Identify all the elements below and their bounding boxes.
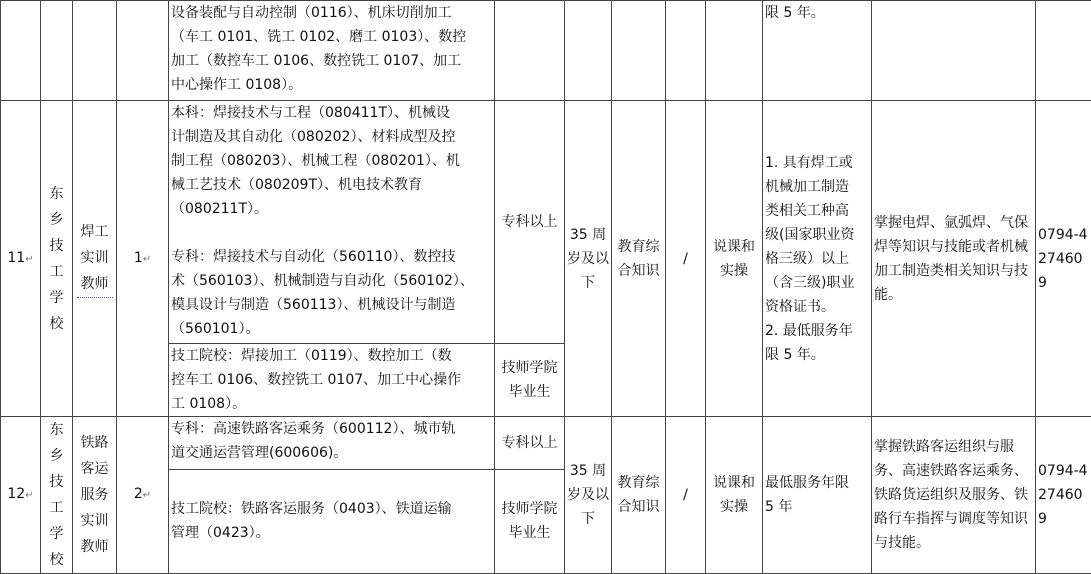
school-cell [41,417,73,574]
major-line: 术（560103）、机械制造与自动化（560102）、 [171,273,474,289]
major-line [171,221,492,245]
skills-cell [872,417,1036,574]
major-line: 械工艺技术（080209T）、机电技术教育 [171,177,422,193]
age-value: 35 周岁及以下 [567,463,609,527]
major-line: 设备装配与自动控制（0116）、机床切削加工 [171,5,452,21]
requirements-cell [763,101,872,417]
requirement-line: 1. 具有焊工或 [765,154,853,171]
education-cell [495,101,565,344]
major-line: 管理（0423）。 [171,525,270,542]
major-line: 模具设计与制造（560113）、机械设计与制造 [171,297,456,313]
requirement-line: 5 年 [765,499,793,515]
education-value: 专科以上 [501,214,558,230]
majors-cell [169,469,495,573]
position-cell [73,417,117,574]
index-cell: 11↵ [1,101,41,417]
exam-subject-cell [612,101,666,417]
requirement-line: 限 5 年。 [765,5,825,21]
other-cell [666,417,706,574]
age-value: 35 周岁及以下 [567,226,609,291]
count-cell [117,1,169,101]
other-cell [666,101,706,417]
school-name: 东乡技工学校 [49,185,64,332]
index-cell: 12↵ [1,417,41,574]
requirements-cell [763,1,872,101]
majors-cell [169,101,495,344]
education-cell [495,469,565,573]
row-index: 11 [7,249,26,266]
major-line: 加工（数控车工 0106、数控铣工 0107、加工 [171,53,462,69]
hire-count: 1 [133,249,143,266]
education-value: 专科以上 [501,434,558,451]
major-line: （560101）。 [171,321,260,337]
requirement-line: 格三级）以上 [765,250,849,267]
school-cell [41,1,73,101]
other-value: / [683,487,688,503]
skills-value: 掌握电焊、氩弧焊、气保焊等知识与技能或者机械加工制造类相关知识与技能。 [874,214,1028,303]
requirement-line: 级(国家职业资 [765,226,855,243]
majors-cell [169,417,495,470]
major-line: 技工院校：铁路客运服务（0403）、铁道运输 [171,501,452,518]
requirements-cell [763,417,872,574]
major-line: 制工程（080203）、机械工程（080201）、机 [171,153,460,169]
requirement-line: 最低服务年限 [765,475,849,491]
requirement-line: 2. 最低服务年 [765,322,853,339]
hire-count: 2 [133,486,143,502]
majors-cell [169,344,495,417]
count-cell: 1↵ [117,101,169,417]
major-line: 控车工 0106、数控铣工 0107、加工中心操作 [171,372,462,388]
education-value: 技师学院毕业生 [501,360,558,400]
position-cell [73,1,117,101]
count-cell: 2↵ [117,417,169,574]
exam-subject-cell [612,417,666,574]
major-line: 道交通运营管理(600606)。 [171,445,348,461]
age-cell [565,101,612,417]
other-value: / [683,250,688,267]
requirement-line: 类相关工种高 [765,202,849,219]
phone-cell [1036,101,1091,417]
major-line: 工 0108）。 [171,396,247,412]
skills-cell [872,101,1036,417]
exam-subject-value: 教育综合知识 [617,475,660,515]
exam-method-cell [706,1,763,101]
exam-method-cell [706,417,763,574]
skills-cell [872,1,1036,101]
major-line: （080211T）。 [171,201,268,217]
position-name: 铁路客运服务实训教师 [80,435,109,555]
major-line: 专科：高速铁路客运乘务（600112）、城市轨 [171,421,456,437]
table-row [1,417,1091,470]
requirement-line: 机械加工制造 [765,178,849,195]
table-row [1,1,1091,101]
education-value: 技师学院毕业生 [501,501,558,542]
requirement-line: 资格证书。 [765,298,835,315]
school-name: 东乡技工学校 [49,422,64,568]
major-line: 技工院校：焊接加工（0119）、数控加工（数 [171,348,452,364]
major-line: 本科：焊接技术与工程（080411T）、机械设 [171,105,450,121]
exam-method-cell [706,101,763,417]
phone-cell [1036,1,1091,101]
row-index: 12 [7,486,26,502]
exam-subject-value: 教育综合知识 [617,238,660,279]
education-cell [495,417,565,470]
majors-cell [169,1,495,101]
phone-value: 0794-4274609 [1038,226,1088,291]
age-cell [565,417,612,574]
major-line: 专科：焊接技术与自动化（560110）、数控技 [171,249,456,265]
position-name: 焊工实训教师 [77,219,113,298]
exam-method-value: 说课和实操 [713,238,755,279]
index-cell [1,1,41,101]
phone-value: 0794-4274609 [1038,463,1088,527]
skills-value: 掌握铁路客运组织与服务、高速铁路客运乘务、铁路货运组织及服务、铁路行车指挥与调度等知识与技能。 [874,439,1028,551]
position-cell [73,101,117,417]
education-cell [495,1,565,101]
phone-cell [1036,417,1091,574]
major-line: 计制造及其自动化（080202）、材料成型及控 [171,129,456,145]
education-cell [495,344,565,417]
requirement-line: （含三级)职业 [765,274,855,291]
other-cell [666,1,706,101]
table-row [1,101,1091,344]
exam-method-value: 说课和实操 [713,475,755,515]
requirement-line: 限 5 年。 [765,346,825,363]
major-line: 中心操作工 0108）。 [171,77,303,93]
school-cell [41,101,73,417]
major-line: （车工 0101、铣工 0102、磨工 0103）、数控 [171,29,467,45]
age-cell [565,1,612,101]
exam-subject-cell [612,1,666,101]
